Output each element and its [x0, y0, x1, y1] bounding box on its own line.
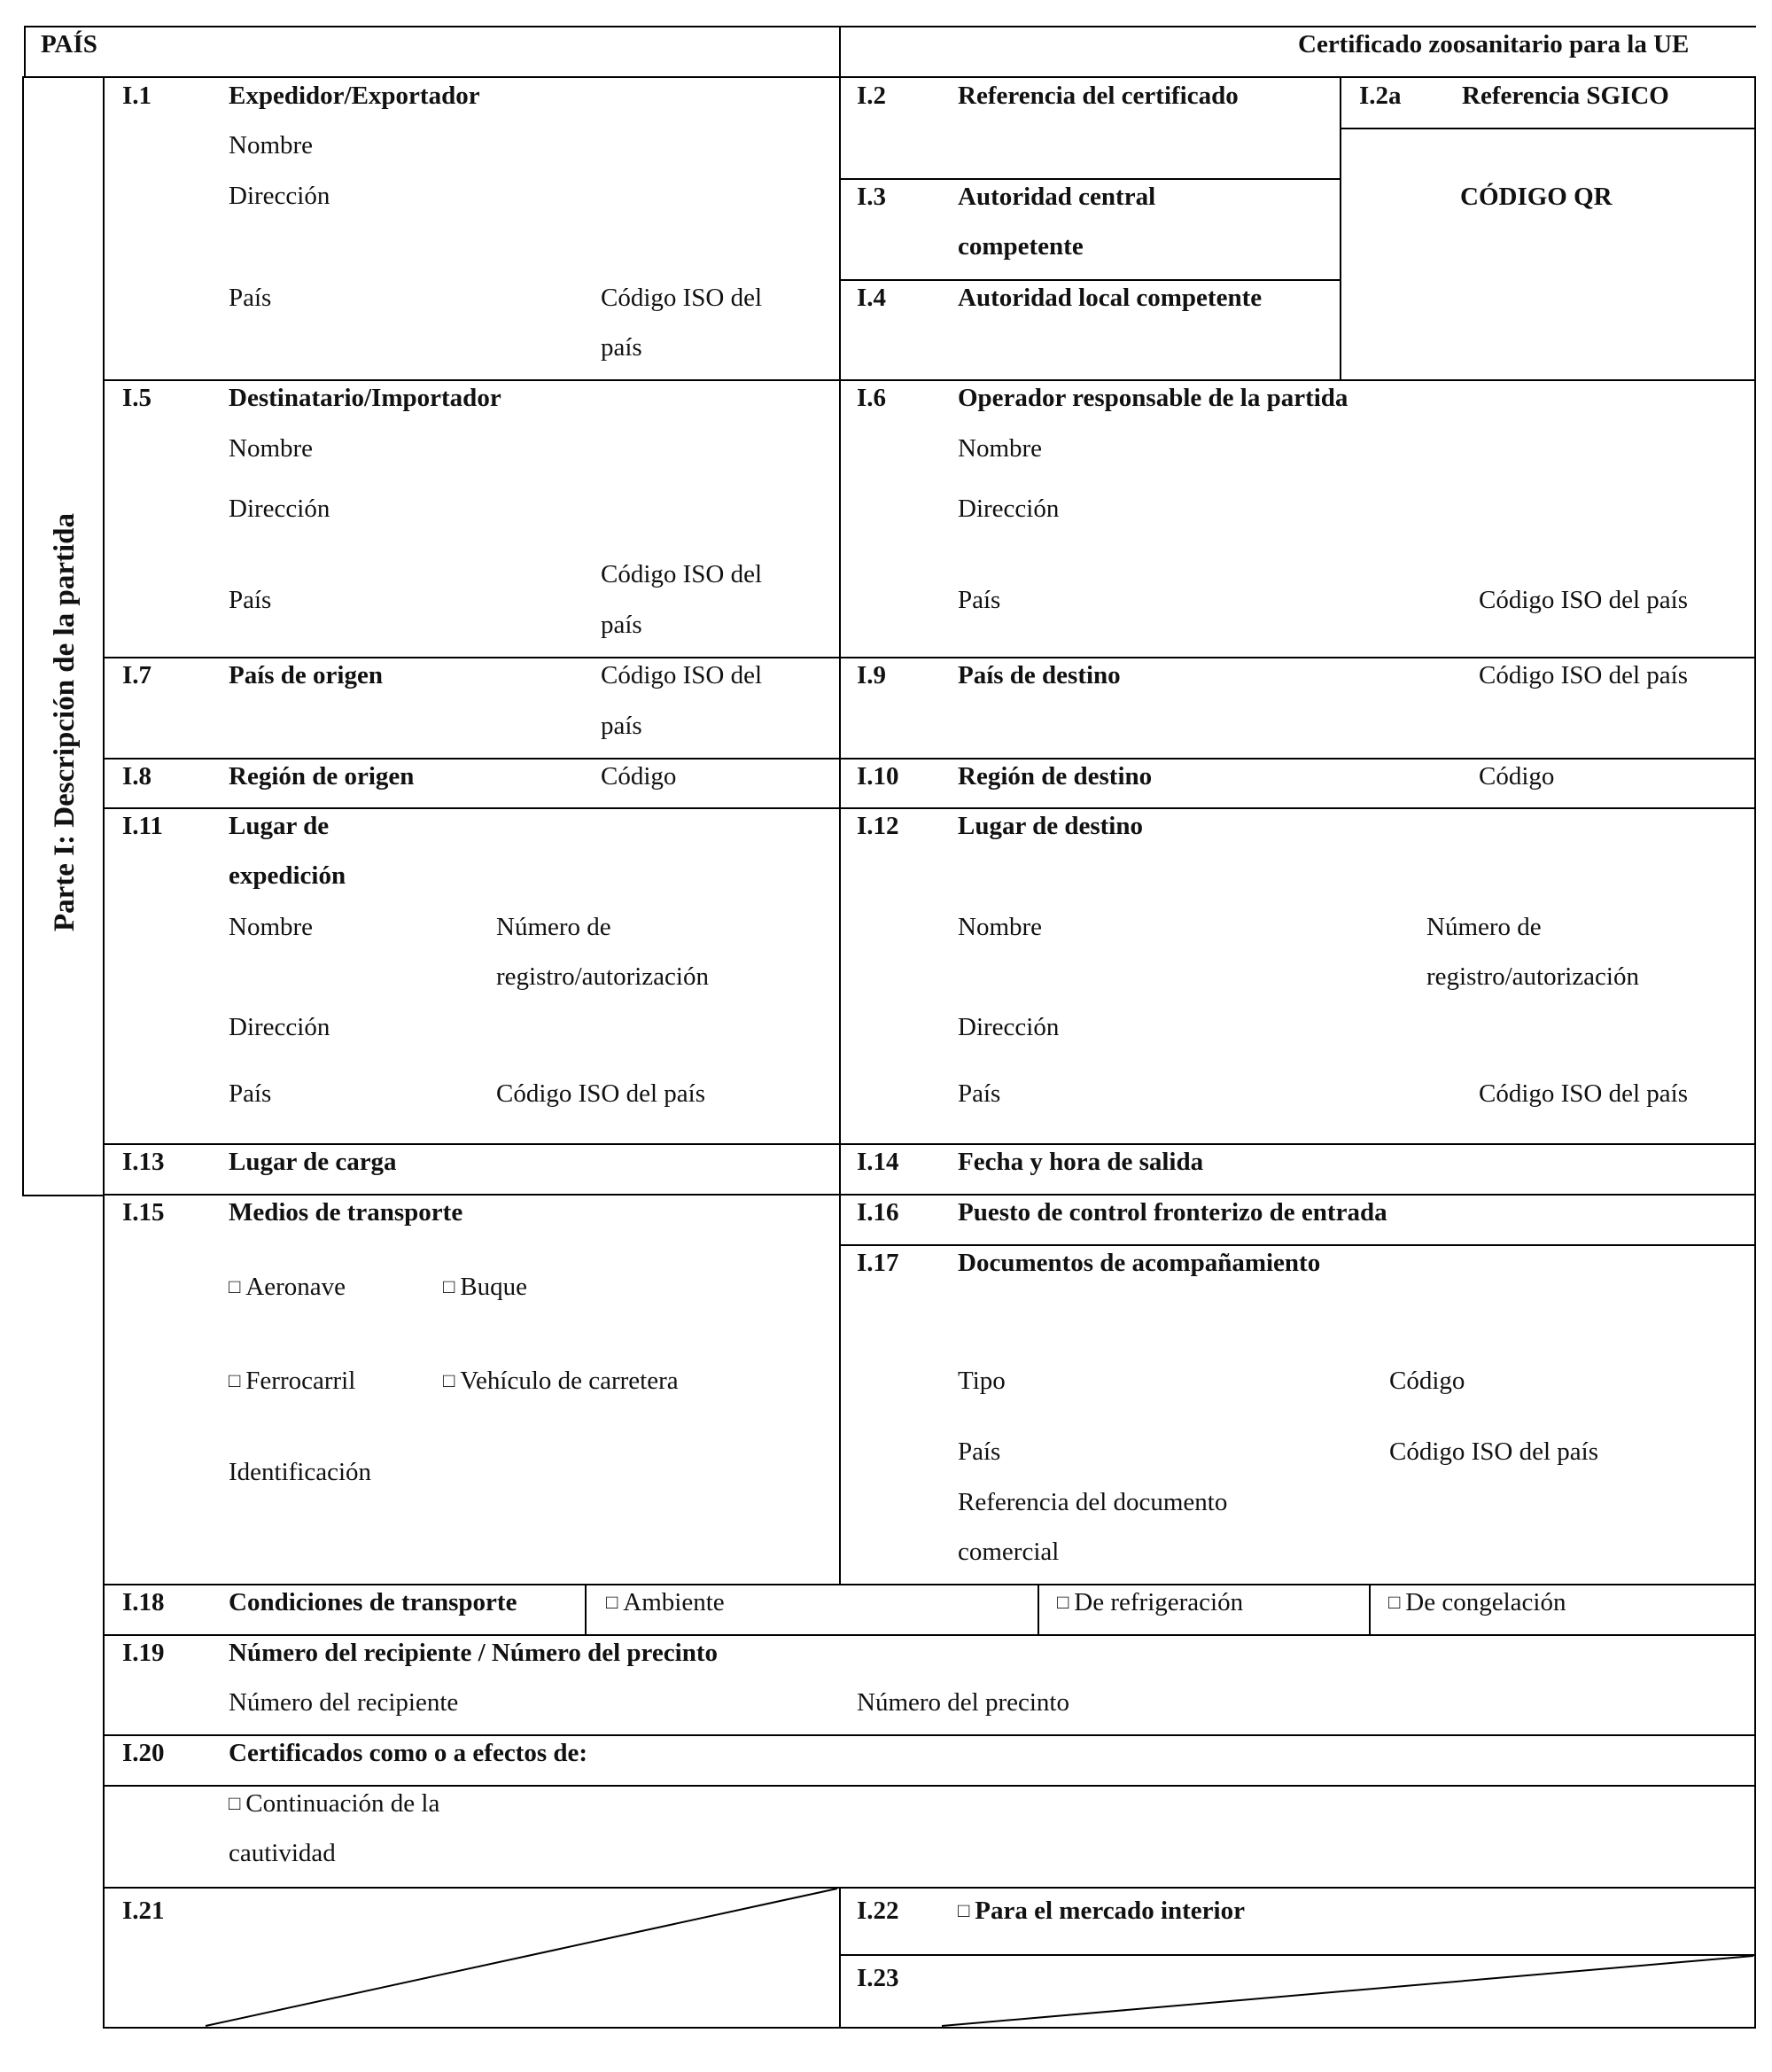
field-label: registro/autorización — [1426, 962, 1639, 991]
field-label: país — [601, 333, 642, 362]
box-title: Fecha y hora de salida — [958, 1148, 1204, 1176]
box-title: Lugar de — [229, 812, 330, 840]
box-title: Autoridad central — [958, 183, 1156, 211]
field-label: Código ISO del país — [1479, 586, 1689, 614]
field-label: Código ISO del — [601, 560, 763, 588]
box-number: I.18 — [122, 1588, 165, 1616]
box-number: I.3 — [857, 183, 887, 211]
field-label: Tipo — [958, 1367, 1006, 1395]
box-number: I.9 — [857, 661, 887, 689]
checkbox-option-rail[interactable] — [229, 1367, 355, 1395]
field-label: Código ISO del país — [1479, 1079, 1689, 1108]
field-label: Número del recipiente — [229, 1688, 459, 1717]
field-label: comercial — [958, 1538, 1060, 1566]
i21-diagonal — [206, 1889, 837, 2026]
box-number: I.15 — [122, 1198, 165, 1227]
box-number: I.4 — [857, 284, 887, 312]
option-label: cautividad — [229, 1839, 336, 1867]
field-label: registro/autorización — [496, 962, 709, 991]
field-label: País — [229, 586, 272, 614]
option-label: Para el mercado interior — [975, 1897, 1245, 1925]
side-label: Parte I: Descripción de la partida — [49, 513, 81, 932]
field-label: Código ISO del país — [496, 1079, 706, 1108]
box-number: I.22 — [857, 1897, 899, 1925]
checkbox-option-aircraft[interactable] — [229, 1273, 346, 1301]
box-number: I.1 — [122, 82, 152, 110]
box-number: I.5 — [122, 384, 152, 412]
field-label: País — [229, 1079, 272, 1108]
box-number: I.17 — [857, 1249, 899, 1277]
field-label: Código — [601, 762, 677, 791]
box-title: Operador responsable de la partida — [958, 384, 1348, 412]
checkbox-icon[interactable]: □ — [443, 1275, 455, 1297]
box-title: Puesto de control fronterizo de entrada — [958, 1198, 1387, 1227]
field-label: País — [958, 1079, 1001, 1108]
box-number: I.23 — [857, 1964, 899, 1992]
country-header: PAÍS — [41, 30, 97, 58]
box-number: I.16 — [857, 1198, 899, 1227]
box-title: Región de origen — [229, 762, 415, 791]
box-number: I.6 — [857, 384, 887, 412]
box-title: País de destino — [958, 661, 1121, 689]
box-title: Lugar de carga — [229, 1148, 397, 1176]
field-label: Código ISO del país — [1479, 661, 1689, 689]
box-title: Destinatario/Importador — [229, 384, 501, 412]
field-label: Código ISO del — [601, 661, 763, 689]
checkbox-option-ship[interactable] — [443, 1273, 527, 1301]
option-label: De refrigeración — [1074, 1588, 1244, 1616]
field-label: Código — [1389, 1367, 1465, 1395]
option-label: Ferrocarril — [245, 1367, 356, 1395]
box-number: I.14 — [857, 1148, 899, 1176]
field-label: País — [229, 284, 272, 312]
field-label: Número de — [1426, 913, 1542, 941]
field-label: País — [958, 586, 1001, 614]
option-label: Vehículo de carretera — [460, 1367, 679, 1395]
box-number: I.13 — [122, 1148, 165, 1176]
field-label: Nombre — [229, 913, 314, 941]
box-title: Expedidor/Exportador — [229, 82, 480, 110]
checkbox-option-road[interactable] — [443, 1367, 679, 1395]
qr-code-placeholder: CÓDIGO QR — [1460, 183, 1613, 211]
field-label: País — [958, 1437, 1001, 1466]
checkbox-option-ambient[interactable] — [606, 1588, 725, 1616]
box-title: Región de destino — [958, 762, 1153, 791]
i23-diagonal — [942, 1956, 1753, 2026]
box-number: I.8 — [122, 762, 152, 791]
checkbox-icon[interactable]: □ — [1057, 1591, 1069, 1613]
field-label: Código — [1479, 762, 1555, 791]
checkbox-icon[interactable]: □ — [958, 1899, 970, 1921]
field-label: Dirección — [958, 1013, 1060, 1041]
box-title: Referencia SGICO — [1462, 82, 1669, 110]
box-number: I.2 — [857, 82, 887, 110]
box-title: Medios de transporte — [229, 1198, 463, 1227]
field-label: Nombre — [958, 434, 1043, 463]
checkbox-icon[interactable]: □ — [229, 1369, 241, 1391]
field-label: país — [601, 712, 642, 740]
field-label: Número de — [496, 913, 611, 941]
box-number: I.10 — [857, 762, 899, 791]
certificate-title: Certificado zoosanitario para la UE — [1298, 30, 1690, 58]
box-title: Certificados como o a efectos de: — [229, 1739, 588, 1767]
field-label: Identificación — [229, 1458, 372, 1486]
option-label: Aeronave — [245, 1273, 346, 1301]
field-label: Nombre — [958, 913, 1043, 941]
field-label: Código ISO del país — [1389, 1437, 1599, 1466]
checkbox-option-internal-market[interactable] — [958, 1897, 1245, 1925]
box-number: I.11 — [122, 812, 163, 840]
box-title: Referencia del certificado — [958, 82, 1239, 110]
box-number: I.12 — [857, 812, 899, 840]
box-number: I.2a — [1359, 82, 1402, 110]
field-label: Dirección — [229, 1013, 330, 1041]
box-title: Documentos de acompañamiento — [958, 1249, 1321, 1277]
option-label: De congelación — [1405, 1588, 1566, 1616]
box-title: competente — [958, 232, 1084, 261]
checkbox-option-frozen[interactable] — [1388, 1588, 1566, 1616]
field-label: Dirección — [229, 495, 330, 523]
box-number: I.20 — [122, 1739, 165, 1767]
box-title: expedición — [229, 861, 346, 890]
field-label: Nombre — [229, 131, 314, 160]
field-label: Nombre — [229, 434, 314, 463]
field-label: Dirección — [229, 182, 330, 210]
field-label: país — [601, 611, 642, 639]
box-title: Número del recipiente / Número del precinto — [229, 1639, 718, 1667]
field-label: Número del precinto — [857, 1688, 1069, 1717]
field-label: Referencia del documento — [958, 1488, 1228, 1516]
box-number: I.19 — [122, 1639, 165, 1667]
option-label: Ambiente — [623, 1588, 725, 1616]
option-label: Buque — [460, 1273, 528, 1301]
box-title: País de origen — [229, 661, 383, 689]
box-number: I.7 — [122, 661, 152, 689]
checkbox-option-captivity[interactable] — [229, 1789, 439, 1818]
box-title: Autoridad local competente — [958, 284, 1263, 312]
checkbox-icon[interactable]: □ — [606, 1591, 618, 1613]
checkbox-icon[interactable]: □ — [229, 1792, 241, 1814]
field-label: Código ISO del — [601, 284, 763, 312]
field-label: Dirección — [958, 495, 1060, 523]
box-number: I.21 — [122, 1897, 165, 1925]
box-title: Lugar de destino — [958, 812, 1143, 840]
checkbox-option-chilled[interactable] — [1057, 1588, 1243, 1616]
checkbox-icon[interactable]: □ — [443, 1369, 455, 1391]
option-label: Continuación de la — [245, 1789, 440, 1818]
checkbox-icon[interactable]: □ — [229, 1275, 241, 1297]
checkbox-icon[interactable]: □ — [1388, 1591, 1401, 1613]
box-title: Condiciones de transporte — [229, 1588, 517, 1616]
